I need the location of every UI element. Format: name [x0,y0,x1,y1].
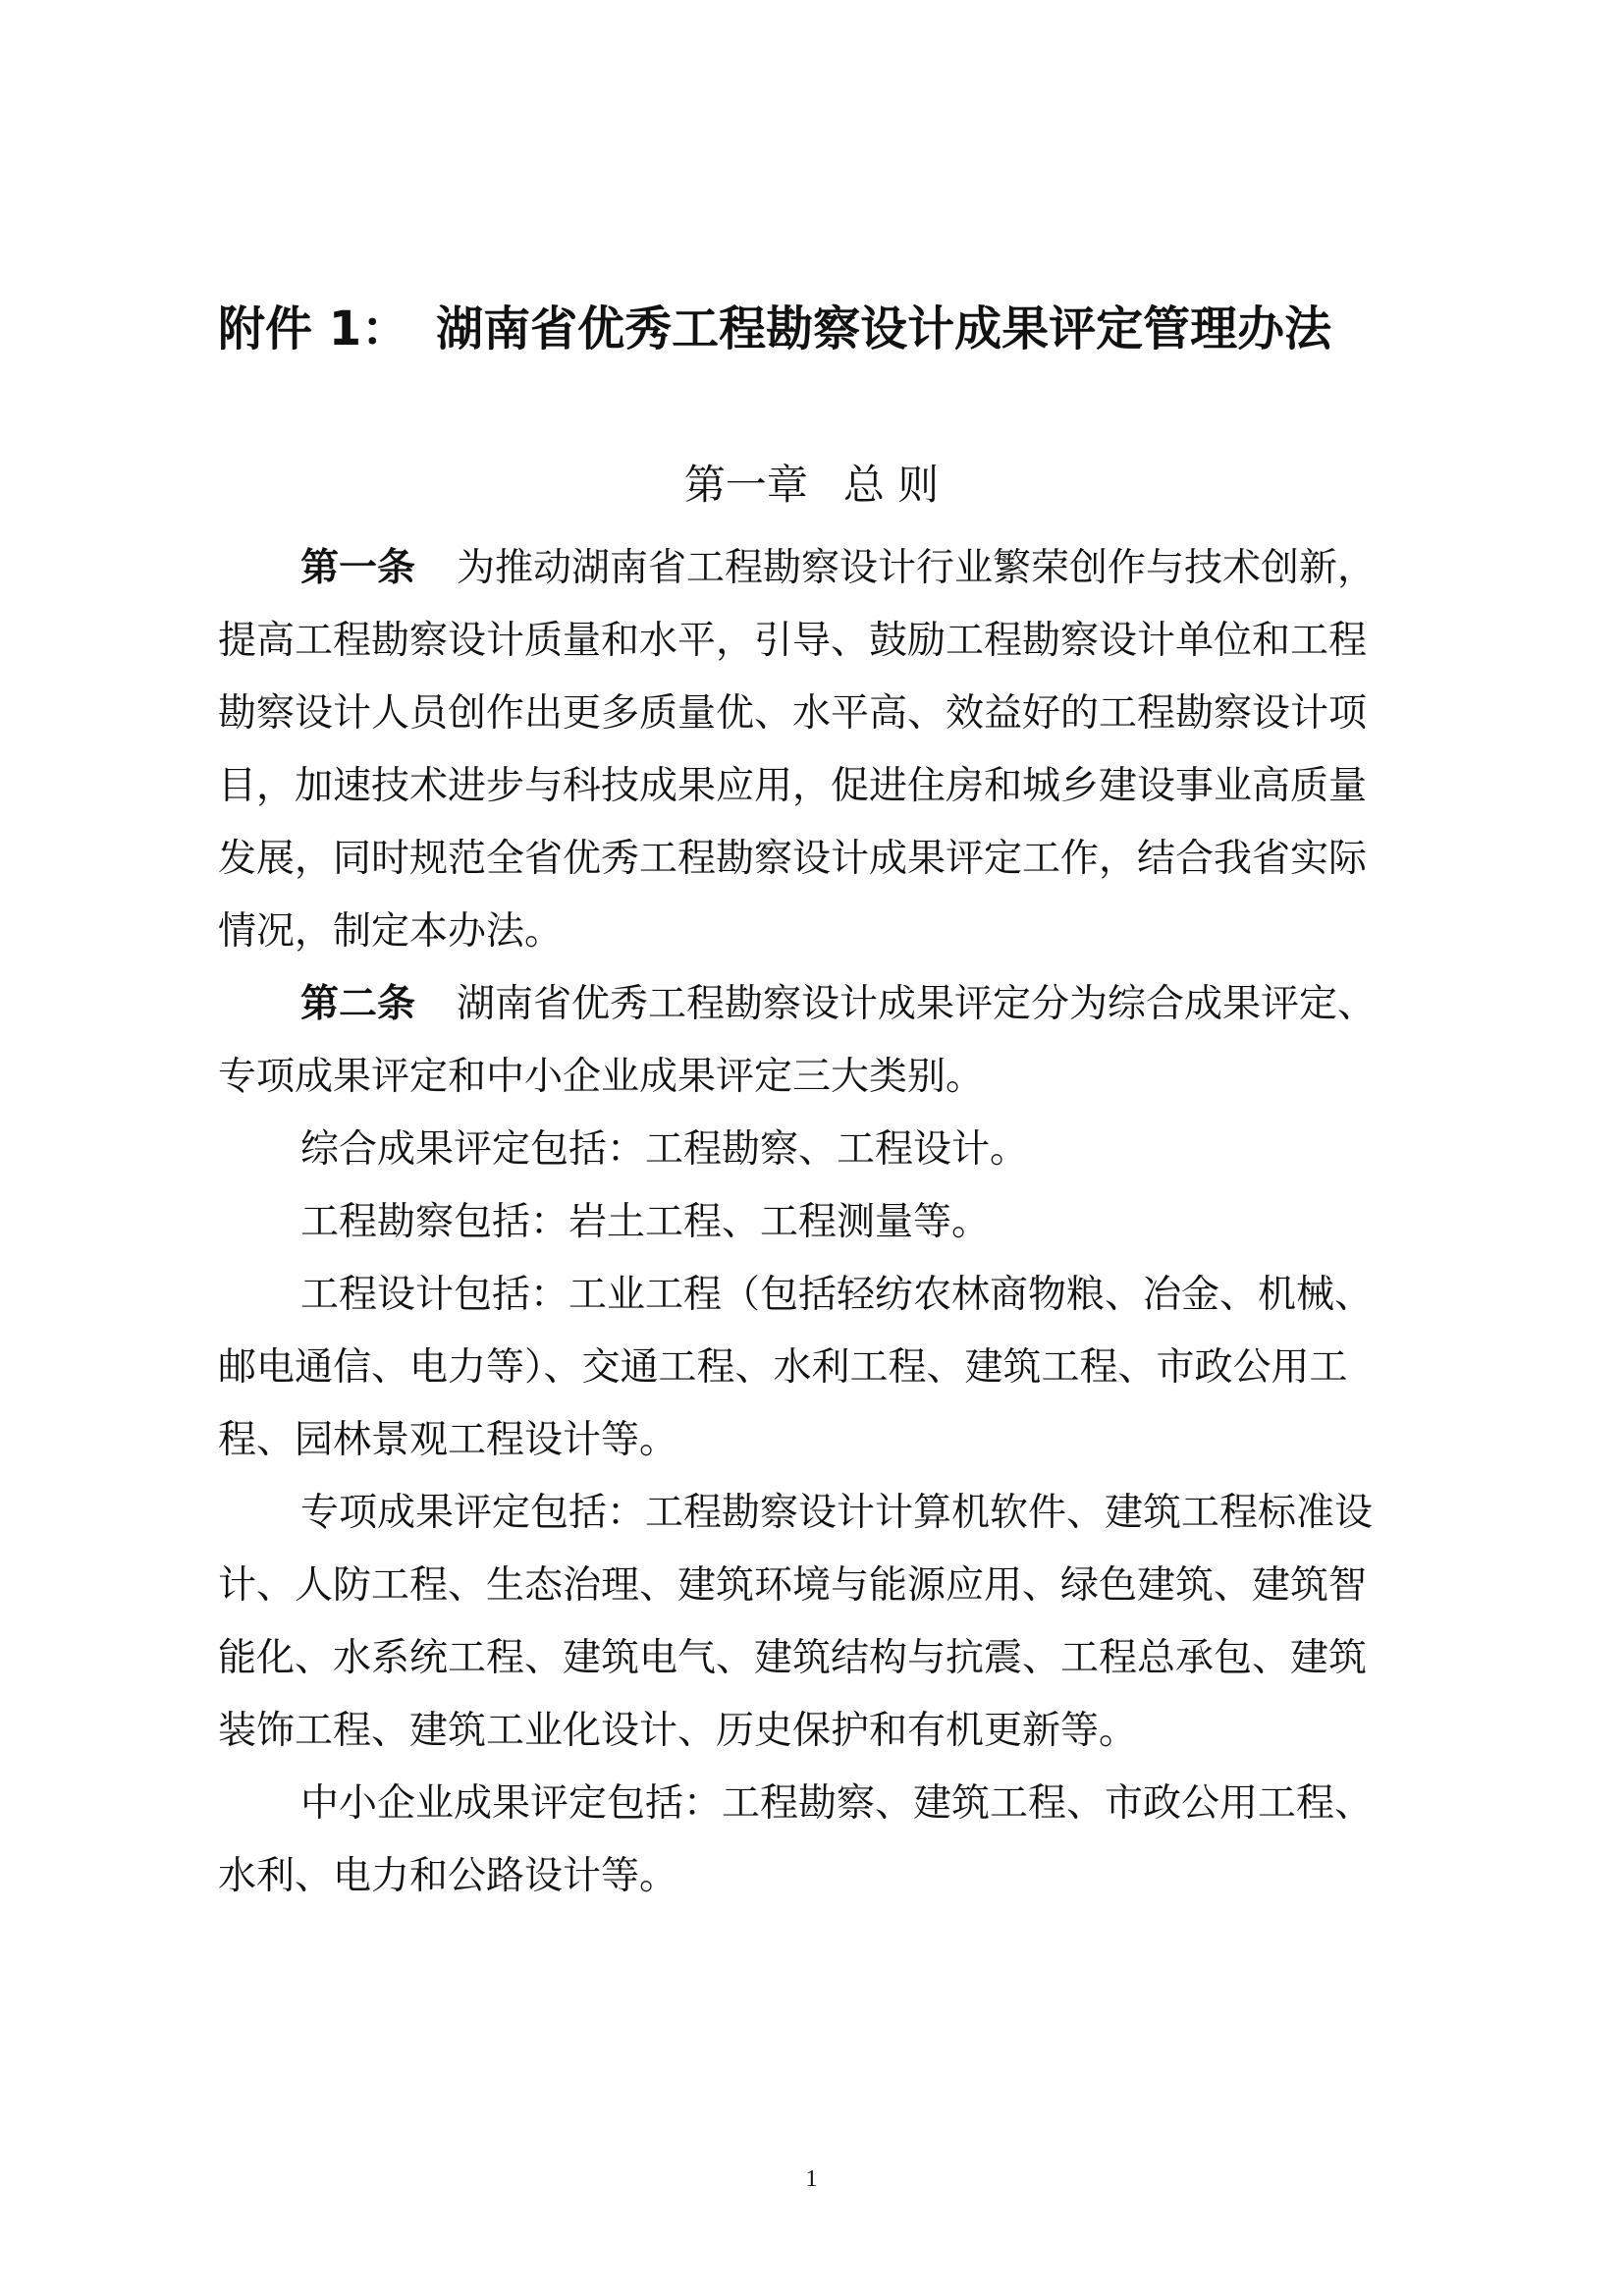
article-1-text: 为推动湖南省工程勘察设计行业繁荣创作与技术创新， [457,546,1377,590]
article-2-line [218,968,1416,1041]
paragraph-special-line: 能化、水系统工程、建筑电气、建筑结构与抗震、工程总承包、建筑 [218,1636,1368,1680]
paragraph-design-line: 邮电通信、电力等）、交通工程、水利工程、建筑工程、市政公用工 [218,1345,1348,1390]
body-text [218,532,1416,1913]
title-text: 湖南省优秀工程勘察设计成果评定管理办法 [436,301,1332,356]
document-title [218,295,1331,363]
paragraph-survey: 工程勘察包括：岩土工程、工程测量等。 [300,1200,991,1244]
article-1-line: 提高工程勘察设计质量和水平，引导、鼓励工程勘察设计单位和工程 [218,619,1368,663]
attachment-label: 附件 1： [218,301,409,356]
article-1-label: 第一条 [300,546,416,590]
article-2-label: 第二条 [300,982,416,1026]
article-1-line: 勘察设计人员创作出更多质量优、水平高、效益好的工程勘察设计项 [218,691,1368,736]
paragraph-sme-line: 水利、电力和公路设计等。 [218,1854,678,1898]
paragraph-sme-line: 中小企业成果评定包括：工程勘察、建筑工程、市政公用工程、 [300,1781,1374,1826]
article-1-line [218,532,1416,605]
paragraph-design-line: 程、园林景观工程设计等。 [218,1418,678,1462]
article-2-line: 专项成果评定和中小企业成果评定三大类别。 [218,1055,985,1099]
article-1-line: 情况，制定本办法。 [218,909,564,954]
article-1-line: 发展，同时规范全省优秀工程勘察设计成果评定工作，结合我省实际 [218,837,1368,881]
chapter-number: 第一章 [683,461,808,509]
paragraph-special-line: 专项成果评定包括：工程勘察设计计算机软件、建筑工程标准设 [300,1491,1374,1535]
chapter-heading [0,454,1623,517]
article-2-text: 湖南省优秀工程勘察设计成果评定分为综合成果评定、 [457,982,1377,1026]
paragraph-design-line: 工程设计包括：工业工程（包括轻纺农林商物粮、冶金、机械、 [300,1273,1374,1317]
article-1-line: 目，加速技术进步与科技成果应用，促进住房和城乡建设事业高质量 [218,764,1368,808]
paragraph-special-line: 计、人防工程、生态治理、建筑环境与能源应用、绿色建筑、建筑智 [218,1563,1368,1608]
paragraph-comprehensive: 综合成果评定包括：工程勘察、工程设计。 [300,1127,1029,1172]
page-number: 1 [805,2166,818,2192]
paragraph-special-line: 装饰工程、建筑工业化设计、历史保护和有机更新等。 [218,1709,1138,1753]
chapter-name: 总 则 [842,461,940,509]
